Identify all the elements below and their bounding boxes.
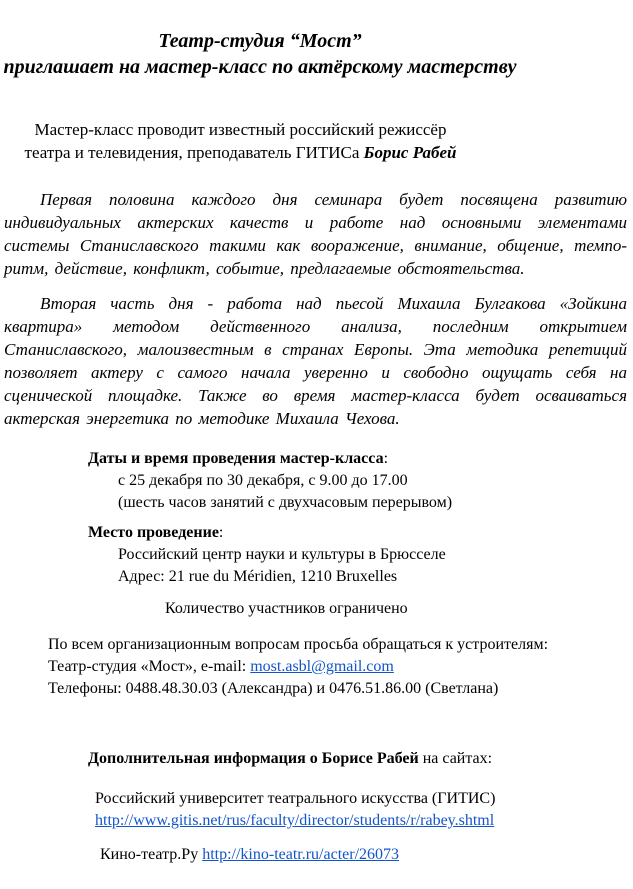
- contacts-section: [48, 634, 633, 700]
- contacts-intro: По всем организационным вопросам просьба обращаться к устроителям:: [48, 636, 549, 653]
- contacts-phones: Телефоны: 0488.48.30.03 (Александра) и 0476.51.86.00 (Светлана): [48, 680, 499, 697]
- gitis-link[interactable]: http://www.gitis.net/rus/faculty/director/students/r/rabey.shtml: [95, 812, 495, 829]
- schedule-section: [0, 448, 633, 588]
- venue-heading-colon: :: [218, 524, 224, 541]
- more-info-heading: [88, 748, 633, 770]
- subtitle-line-1: Мастер-класс проводит известный российский режиссёр: [34, 120, 447, 139]
- document-title: [0, 28, 520, 80]
- kino-label: Кино-театр.Ру: [100, 846, 203, 863]
- lecturer-name: Борис Рабей: [363, 143, 457, 162]
- subtitle-line-2-text: театра и телевидения, преподаватель ГИТИСа: [24, 143, 364, 162]
- kino-link[interactable]: http://kino-teatr.ru/acter/26073: [202, 846, 400, 863]
- subtitle-line-2: [0, 141, 481, 164]
- dates-value: с 25 декабря по 30 декабря, с 9.00 до 17.00: [118, 472, 408, 489]
- paragraph-second-half-of-day: Вторая часть дня - работа над пьесой Михаила Булгакова «Зойкина квартира» методом действенного анализа, последним открытием Станиславского, малоизвестным в странах Европы. Эта методика репетиций позволяет актеру с самого начала уверенно и свободно ощущать себя на сценической площадке. Также во время мастер-класса будет осваиваться актерская энергетика по методике Михаила Чехова.: [4, 294, 627, 428]
- kino-entry: [100, 844, 633, 866]
- venue-heading: [88, 522, 633, 544]
- contacts-email-line: [48, 656, 633, 678]
- title-line-2: приглашает на мастер-класс по актёрскому мастерству: [3, 56, 517, 78]
- participants-limited-notice: Количество участников ограничено: [165, 600, 408, 617]
- more-info-section: [0, 748, 633, 866]
- dates-heading-text: Даты и время проведения мастер-класса: [88, 450, 384, 467]
- gitis-label: Российский университет театрального искусства (ГИТИС): [95, 790, 496, 807]
- dates-heading-colon: :: [383, 450, 389, 467]
- email-link[interactable]: most.asbl@gmail.com: [250, 658, 394, 675]
- dates-note: (шесть часов занятий с двухчасовым перерывом): [118, 494, 453, 511]
- more-info-heading-bold: Дополнительная информация о Борисе Рабей: [88, 750, 419, 767]
- dates-heading: [88, 448, 633, 470]
- title-line-1: Театр-студия “Мост”: [158, 30, 362, 52]
- gitis-entry: [95, 788, 633, 832]
- document-subtitle: [0, 118, 481, 164]
- venue-name: Российский центр науки и культуры в Брюсселе: [118, 546, 446, 563]
- paragraph-first-half-of-day: Первая половина каждого дня семинара будет посвящена развитию индивидуальных актерских качеств и работе над основными элементами системы Станиславского такими как вооражение, внимание, общение, темпо-ритм, действие, конфликт, событие, предлагаемые обстоятельства.: [4, 190, 627, 278]
- contacts-email-prefix: Театр-студия «Мост», e-mail:: [48, 658, 251, 675]
- more-info-heading-rest: на сайтах:: [418, 750, 493, 767]
- venue-address: Адрес: 21 rue du Méridien, 1210 Bruxelles: [118, 568, 398, 585]
- venue-heading-text: Место проведение: [88, 524, 219, 541]
